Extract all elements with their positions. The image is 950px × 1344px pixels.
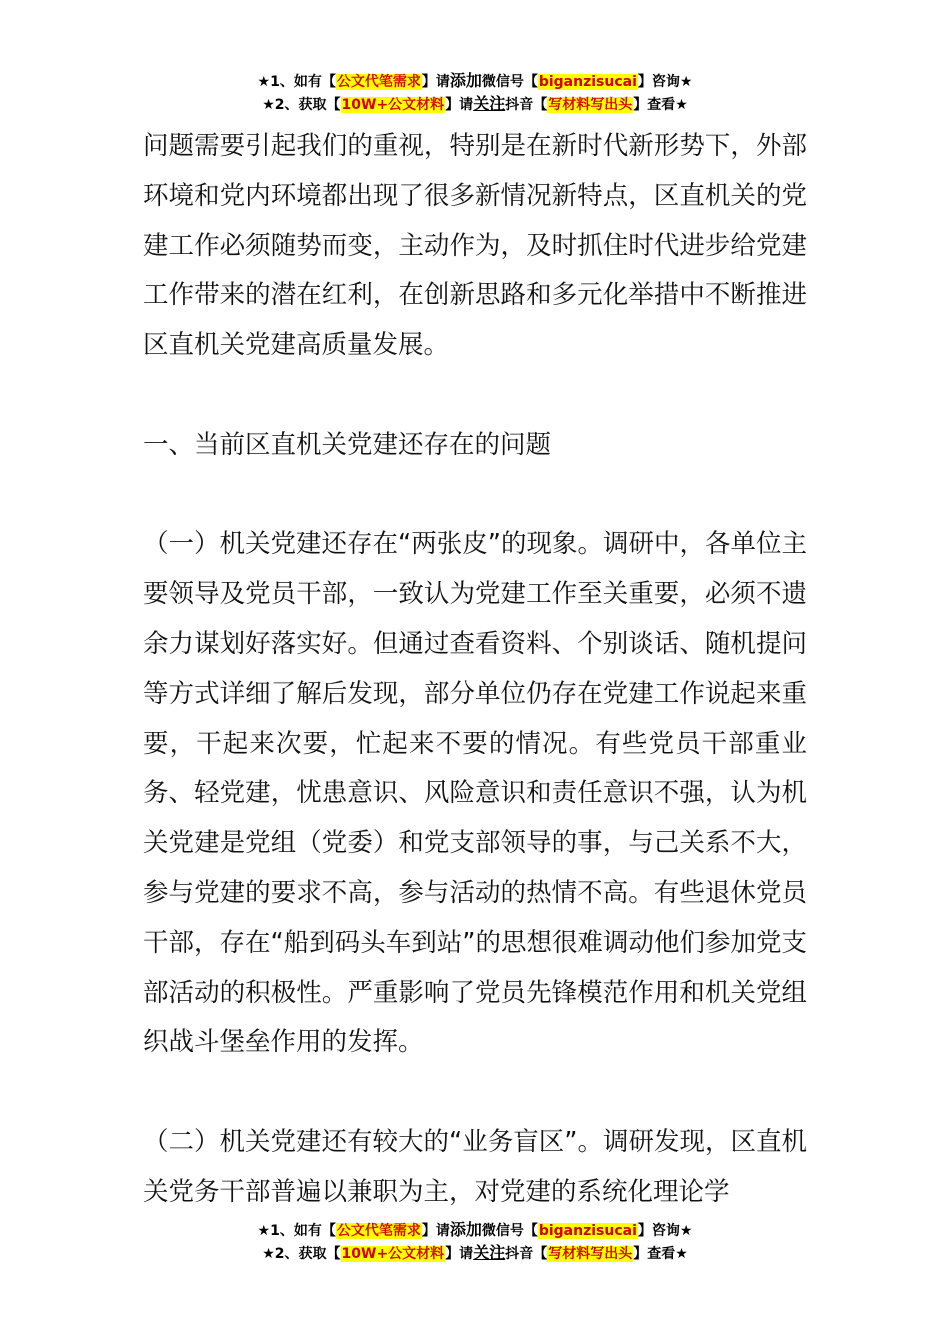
footer-line1-highlight-1: 公文代笔需求 — [336, 1223, 421, 1239]
footer-line1-highlight-2: biganzisucai — [538, 1223, 637, 1239]
footer-line2-emphasis: 关注 — [473, 1243, 506, 1262]
header-line2-middle-b: 抖音【 — [505, 97, 548, 113]
header-line1-highlight-1: 公文代笔需求 — [336, 74, 421, 90]
footer-line2-suffix: 】查看★ — [633, 1246, 688, 1262]
header-line2-prefix: ★2、获取【 — [262, 97, 341, 113]
header-line2-emphasis: 关注 — [473, 94, 506, 113]
body-paragraph-1: （一）机关党建还存在“两张皮”的现象。调研中，各单位主要领导及党员干部，一致认为党建工作至关重要，必须不遗余力谋划好落实好。但通过查看资料、个别谈话、随机提问等方式详细了解后发现，部分单位仍存在党建工作说起来重要，干起来次要，忙起来不要的情况。有些党员干部重业务、轻党建，忧患意识、风险意识和责任意识不强，认为机关党建是党组（党委）和党支部领导的事，与己关系不大，参与党建的要求不高，参与活动的热情不高。有些退休党员干部，存在“船到码头车到站”的思想很难调动他们参加党支部活动的积极性。严重影响了党员先锋模范作用和机关党组织战斗堡垒作用的发挥。 — [143, 529, 807, 1058]
header-line2-highlight-2: 写材料写出头 — [548, 97, 633, 113]
footer-line1-prefix: ★1、如有【 — [257, 1223, 336, 1239]
body-paragraph-2: （二）机关党建还有较大的“业务盲区”。调研发现，区直机关党务干部普遍以兼职为主，对党建的系统化理论学 — [143, 1126, 807, 1207]
header-line2-highlight-1: 10W+公文材料 — [341, 97, 445, 113]
footer-line2-prefix: ★2、获取【 — [262, 1246, 341, 1262]
footer-line2-middle-b: 抖音【 — [505, 1246, 548, 1262]
header-line1-suffix: 】咨询★ — [637, 74, 693, 90]
footer-line1-middle-a: 】请 — [421, 1223, 450, 1239]
footer-line2-highlight-1: 10W+公文材料 — [341, 1246, 445, 1262]
header-banner-line-2 — [0, 93, 950, 116]
paragraph-spacer — [143, 371, 807, 421]
footer-line1-emphasis: 添加 — [449, 1220, 482, 1239]
footer-line2-middle-a: 】请 — [445, 1246, 474, 1262]
footer-banner — [0, 1219, 950, 1265]
header-line1-middle-b: 微信号【 — [481, 74, 538, 90]
footer-banner-line-1 — [0, 1219, 950, 1242]
paragraph-spacer — [143, 471, 807, 521]
header-line1-emphasis: 添加 — [449, 71, 482, 90]
footer-banner-line-2 — [0, 1242, 950, 1265]
header-line1-highlight-2: biganzisucai — [538, 74, 637, 90]
footer-line1-suffix: 】咨询★ — [637, 1223, 693, 1239]
paragraph-spacer — [143, 1068, 807, 1118]
footer-line2-highlight-2: 写材料写出头 — [548, 1246, 633, 1262]
header-line1-middle-a: 】请 — [421, 74, 450, 90]
header-line1-prefix: ★1、如有【 — [257, 74, 336, 90]
intro-paragraph: 问题需要引起我们的重视，特别是在新时代新形势下，外部环境和党内环境都出现了很多新情况新特点，区直机关的党建工作必须随势而变，主动作为，及时抓住时代进步给党建工作带来的潜在红利，在创新思路和多元化举措中不断推进区直机关党建高质量发展。 — [143, 131, 807, 361]
header-banner — [0, 70, 950, 116]
section-heading: 一、当前区直机关党建还存在的问题 — [143, 429, 552, 460]
header-line2-middle-a: 】请 — [445, 97, 474, 113]
header-banner-line-1 — [0, 70, 950, 93]
footer-line1-middle-b: 微信号【 — [481, 1223, 538, 1239]
header-line2-suffix: 】查看★ — [633, 97, 688, 113]
document-body — [143, 122, 807, 1218]
